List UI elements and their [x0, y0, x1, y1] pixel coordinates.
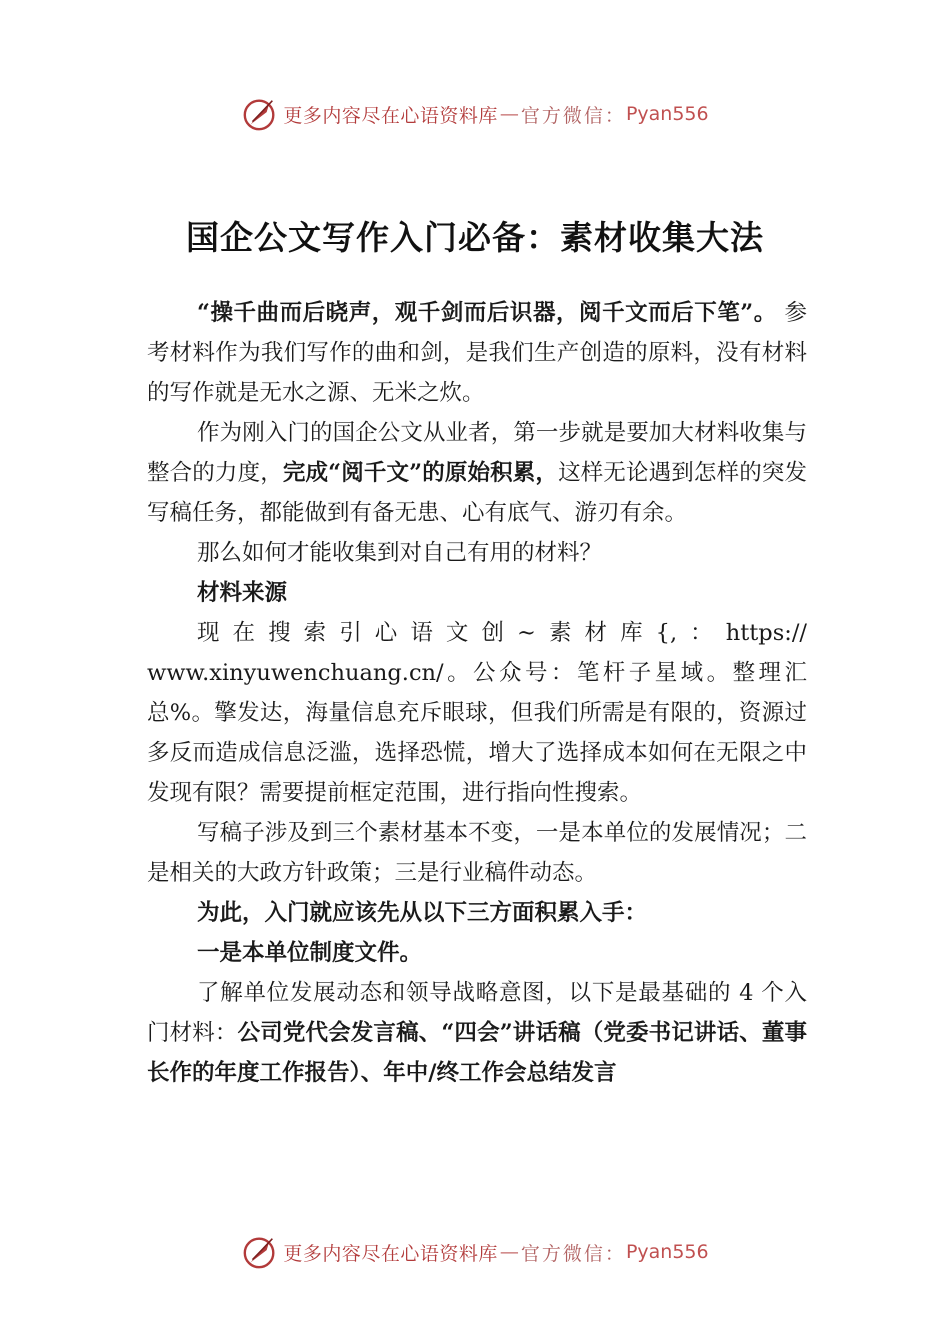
- document-body: [147, 293, 807, 1093]
- paragraph-4: www.xinyuwenchuang.cn/。公众号：笔杆子星域。整理汇总%。擎发达，海量信息充斥眼球，但我们所需是有限的，资源过多反而造成信息泛滥，选择恐慌，增大了选择成本如何在无限之中发现有限？需要提前框定范围，进行指向性搜索。: [147, 660, 807, 806]
- banner-wechat-label: 官方微信：: [520, 1242, 626, 1265]
- quote-bold: “操千曲而后晓声，观千剑而后识器，阅千文而后下笔”。: [197, 300, 777, 326]
- paragraph-4-line-1: 现在搜索引心语文创~素材库{,：https://: [197, 620, 807, 646]
- paragraph-3: 那么如何才能收集到对自己有用的材料？: [197, 540, 603, 566]
- paragraph-2: [147, 413, 807, 533]
- document-title: 国企公文写作入门必备：素材收集大法: [186, 218, 764, 257]
- banner-wechat-id: Pyan556: [625, 103, 709, 125]
- banner-main-text: 更多内容尽在心语资料库: [283, 1242, 498, 1265]
- paragraph-2-bold: 完成“阅千文”的原始积累，: [282, 460, 559, 486]
- banner-wechat-label: 官方微信：: [520, 104, 626, 127]
- quill-logo-icon: [241, 95, 279, 133]
- banner-main-text: 更多内容尽在心语资料库: [283, 104, 498, 127]
- paragraph-8-text: 了解单位发展动态和领导战略意图，以下是最基础的 4 个入门材料：: [147, 980, 807, 1046]
- paragraph-6: 为此，入门就应该先从以下三方面积累入手：: [197, 900, 648, 926]
- banner-wechat-id: Pyan556: [625, 1241, 709, 1263]
- paragraph-8-bold: 公司党代会发言稿、“四会”讲话稿（党委书记讲话、董事长作的年度工作报告）、年中/终工作会总结发言: [147, 1020, 807, 1086]
- quill-logo-icon: [241, 1233, 279, 1271]
- paragraph-7: 一是本单位制度文件。: [197, 940, 423, 966]
- banner-separator: —: [499, 103, 519, 125]
- header-banner: [0, 94, 950, 134]
- section-heading-sources: 材料来源: [197, 580, 288, 606]
- paragraph-1-text: 参考材料作为我们写作的曲和剑，是我们生产创造的原料，没有材料的写作就是无水之源、无米之炊。: [147, 300, 808, 406]
- paragraph-2-text-b: 这样无论遇到怎样的突发写稿任务，都能做到有备无患、心有底气、游刃有余。: [147, 460, 807, 526]
- footer-banner: [0, 1232, 950, 1272]
- banner-separator: —: [499, 1241, 519, 1263]
- paragraph-2-text-a: 作为刚入门的国企公文从业者，第一步就是要加大材料收集与整合的力度，: [147, 420, 807, 486]
- paragraph-8: [147, 973, 807, 1093]
- paragraph-5: 写稿子涉及到三个素材基本不变，一是本单位的发展情况；二是相关的大政方针政策；三是行业稿件动态。: [147, 820, 807, 886]
- paragraph-1: [147, 293, 807, 413]
